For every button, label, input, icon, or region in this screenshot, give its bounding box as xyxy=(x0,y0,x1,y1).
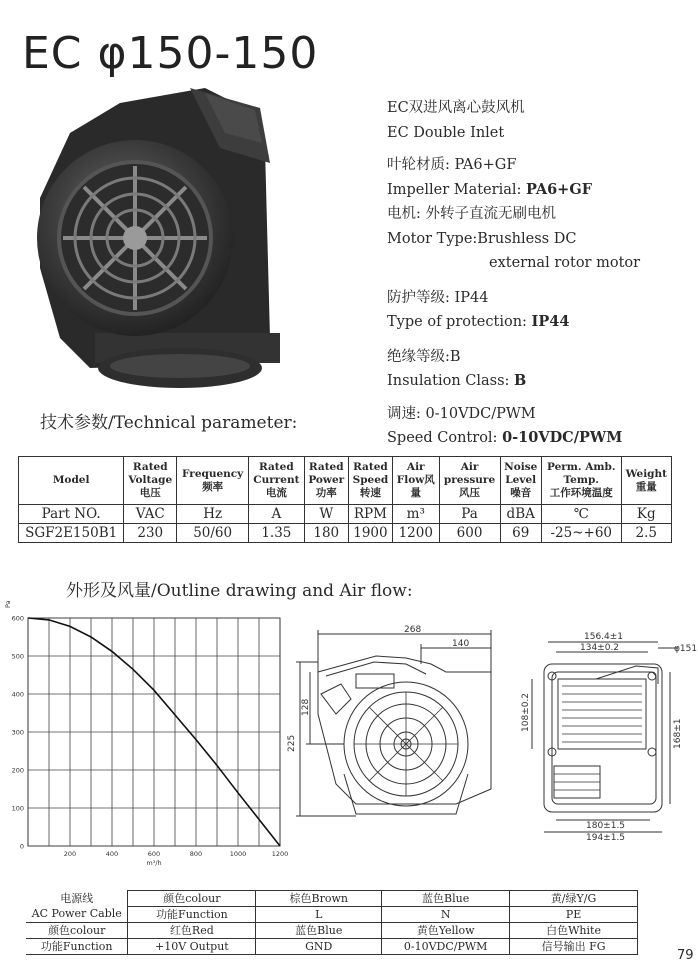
page-number: 79 xyxy=(677,948,694,963)
parameter-unit-cell: Hz xyxy=(177,505,249,524)
spec-list xyxy=(387,96,692,451)
y-tick-label: 300 xyxy=(11,728,24,737)
parameter-unit-cell: Part NO. xyxy=(19,505,124,524)
dim-194: 194±1.5 xyxy=(586,833,626,843)
spec-impeller-value: PA6+GF xyxy=(525,180,592,198)
parameter-header-cell xyxy=(124,457,177,505)
parameter-unit-cell: Pa xyxy=(439,505,500,524)
spec-insulation-cn: 绝缘等级:B xyxy=(387,348,461,365)
spec-insulation-en xyxy=(387,369,692,394)
y-tick-label: 100 xyxy=(11,804,24,813)
parameter-unit-cell: m³ xyxy=(392,505,439,524)
parameter-header-line: Level xyxy=(505,474,537,486)
airflow-chart xyxy=(4,596,294,868)
parameter-unit-cell: dBA xyxy=(500,505,541,524)
cable-cell: 白色White xyxy=(510,923,638,939)
parameter-value-cell: 1200 xyxy=(392,524,439,543)
dim-134: 134±0.2 xyxy=(580,643,620,653)
parameter-header-cell xyxy=(392,457,439,505)
parameter-data-row xyxy=(19,524,672,543)
parameter-header-cell xyxy=(541,457,621,505)
spec-speed-label: Speed Control: xyxy=(387,430,503,446)
parameter-header-line: Frequency xyxy=(182,467,244,480)
cable-cell: 颜色colour xyxy=(128,891,256,907)
y-axis-label: Pa xyxy=(4,600,12,608)
spec-motor-en: Motor Type:Brushless DC xyxy=(387,230,577,247)
y-tick-label: 500 xyxy=(11,652,24,661)
spec-insulation-label: Insulation Class: xyxy=(387,373,515,389)
y-tick-label: 200 xyxy=(11,766,24,775)
spec-impeller-label: Impeller Material: xyxy=(387,181,526,198)
parameter-header-cell xyxy=(439,457,500,505)
parameter-header-line: Flow风 xyxy=(396,474,435,486)
cable-table xyxy=(26,890,638,955)
parameter-value-cell: 50/60 xyxy=(177,524,249,543)
cable-cell: 红色Red xyxy=(128,923,256,939)
parameter-header-cell xyxy=(500,457,541,505)
dim-151: φ151 xyxy=(674,644,698,654)
parameter-header-line: Speed xyxy=(352,474,389,486)
cable-cell: 颜色colour xyxy=(26,923,128,939)
y-tick-label: 0 xyxy=(19,842,24,851)
parameter-header-line: Air xyxy=(460,461,479,473)
parameter-value-cell: -25~+60 xyxy=(541,524,621,543)
cable-cell: 棕色Brown xyxy=(256,891,382,907)
parameter-header-line: Model xyxy=(52,474,90,486)
spec-impeller-en xyxy=(387,178,692,203)
parameter-header-line: Voltage xyxy=(128,474,173,486)
parameter-header-line: 风压 xyxy=(459,487,481,499)
cable-cell: 信号输出 FG xyxy=(510,939,638,955)
parameter-header-line: Rated xyxy=(308,461,344,473)
cable-cell: +10V Output xyxy=(128,939,256,955)
spec-motor-cn: 电机: 外转子直流无刷电机 xyxy=(387,206,556,222)
spec-type-en: EC Double Inlet xyxy=(387,124,505,141)
parameter-header-line: Current xyxy=(253,474,300,486)
parameter-header-line: Weight xyxy=(625,467,668,480)
cable-cell: 功能Function xyxy=(26,939,128,955)
parameter-header-line: pressure xyxy=(443,474,496,486)
dim-156: 156.4±1 xyxy=(584,632,624,642)
spec-motor-en2: external rotor motor xyxy=(489,255,641,271)
parameter-header-line: Rated xyxy=(132,461,168,473)
spec-protection-label: Type of protection: xyxy=(387,314,532,330)
dim-140: 140 xyxy=(452,639,470,649)
dim-268: 268 xyxy=(404,625,422,635)
parameter-unit-cell: Kg xyxy=(621,505,671,524)
parameter-header-cell xyxy=(177,457,249,505)
parameter-unit-cell: RPM xyxy=(348,505,392,524)
parameter-header-line: Rated xyxy=(353,461,388,473)
parameter-units-row xyxy=(19,505,672,524)
parameter-header-line: 频率 xyxy=(202,480,224,493)
parameter-value-cell: SGF2E150B1 xyxy=(19,524,124,543)
cable-title-en: AC Power Cable xyxy=(31,907,122,921)
dim-168: 168±1 xyxy=(673,718,683,749)
cable-cell: 黄色Yellow xyxy=(382,923,510,939)
parameter-value-cell: 69 xyxy=(500,524,541,543)
parameter-header-line: Temp. xyxy=(563,474,599,486)
parameter-header-line: 量 xyxy=(410,487,421,499)
tech-heading: 技术参数/Technical parameter: xyxy=(40,413,298,433)
spec-speed-value: 0-10VDC/PWM xyxy=(502,429,623,446)
spec-speed-en xyxy=(387,426,692,451)
parameter-header-line: 电流 xyxy=(265,487,287,499)
x-tick-label: 400 xyxy=(105,850,119,858)
spec-insulation-value: B xyxy=(514,372,527,389)
parameter-header-cell xyxy=(249,457,305,505)
cable-cell: 0-10VDC/PWM xyxy=(382,939,510,955)
parameter-table xyxy=(18,456,672,543)
parameter-value-cell: 1900 xyxy=(348,524,392,543)
parameter-header-line: Air xyxy=(406,461,425,473)
parameter-value-cell: 230 xyxy=(124,524,177,543)
parameter-value-cell: 180 xyxy=(304,524,348,543)
dim-128: 128 xyxy=(301,698,311,716)
parameter-header-row xyxy=(19,457,672,505)
parameter-header-line: Rated xyxy=(259,461,294,473)
cable-cell: L xyxy=(256,907,382,923)
outline-heading: 外形及风量/Outline drawing and Air flow: xyxy=(66,581,413,601)
parameter-header-cell xyxy=(19,457,124,505)
parameter-unit-cell: W xyxy=(304,505,348,524)
parameter-header-line: 转速 xyxy=(359,487,381,499)
parameter-unit-cell: ℃ xyxy=(541,505,621,524)
x-tick-label: 1000 xyxy=(229,850,247,858)
parameter-unit-cell: VAC xyxy=(124,505,177,524)
cable-cell: 蓝色Blue xyxy=(256,923,382,939)
spec-speed-cn: 调速: 0-10VDC/PWM xyxy=(387,405,536,422)
parameter-header-line: Perm. Amb. xyxy=(546,461,616,473)
x-tick-label: 1200 xyxy=(271,850,289,858)
x-tick-label: 800 xyxy=(189,850,203,858)
dim-180: 180±1.5 xyxy=(586,821,626,831)
parameter-value-cell: 2.5 xyxy=(621,524,671,543)
cable-row xyxy=(26,891,638,907)
spec-impeller-cn: 叶轮材质: PA6+GF xyxy=(387,157,517,173)
cable-row xyxy=(26,923,638,939)
cable-row xyxy=(26,939,638,955)
cable-cell: PE xyxy=(510,907,638,923)
outline-drawing xyxy=(287,624,698,844)
parameter-header-line: Noise xyxy=(504,461,538,473)
dim-225: 225 xyxy=(287,734,297,752)
x-tick-label: 200 xyxy=(63,850,77,858)
parameter-header-line: Power xyxy=(308,474,345,486)
x-axis-label: m³/h xyxy=(146,859,162,867)
parameter-header-line: 功率 xyxy=(315,487,337,499)
dim-108: 108±0.2 xyxy=(521,692,531,732)
cable-cell: 功能Function xyxy=(128,907,256,923)
cable-cell: GND xyxy=(256,939,382,955)
spec-protection-en xyxy=(387,310,692,335)
parameter-header-line: 重量 xyxy=(635,480,657,493)
parameter-value-cell: 600 xyxy=(439,524,500,543)
parameter-header-cell xyxy=(304,457,348,505)
x-tick-label: 600 xyxy=(147,850,161,858)
parameter-value-cell: 1.35 xyxy=(249,524,305,543)
parameter-header-line: 电压 xyxy=(139,487,161,499)
spec-protection-cn: 防护等级: IP44 xyxy=(387,289,489,306)
blower-photo xyxy=(30,88,280,398)
cable-cell: 蓝色Blue xyxy=(382,891,510,907)
cable-cell: 黄/绿Y/G xyxy=(510,891,638,907)
spec-protection-value: IP44 xyxy=(531,313,570,330)
parameter-header-cell xyxy=(348,457,392,505)
cable-row xyxy=(26,907,638,923)
parameter-header-line: 工作环境温度 xyxy=(549,487,613,499)
y-tick-label: 400 xyxy=(11,690,24,699)
parameter-unit-cell: A xyxy=(249,505,305,524)
parameter-header-line: 噪音 xyxy=(510,487,532,499)
cable-title-cn: 电源线 xyxy=(60,891,94,905)
parameter-header-cell xyxy=(621,457,671,505)
product-title: EC φ150-150 xyxy=(22,28,319,79)
spec-type-cn: EC双进风离心鼓风机 xyxy=(387,100,525,116)
cable-cell: N xyxy=(382,907,510,923)
y-tick-label: 600 xyxy=(11,614,24,623)
